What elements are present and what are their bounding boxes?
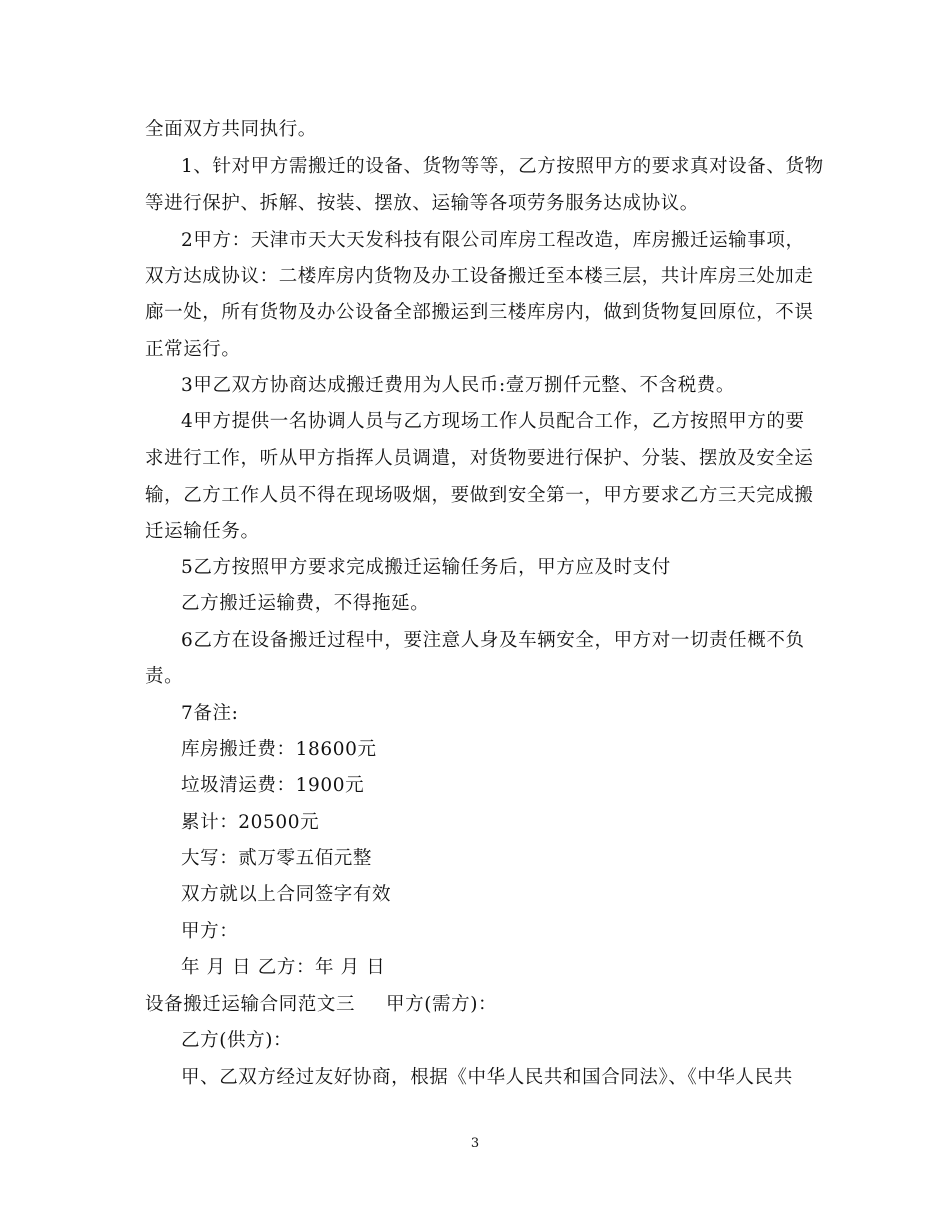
body-line: 甲、乙双方经过友好协商，根据《中华人民共和国合同法》、《中华人民共	[181, 1067, 793, 1088]
body-line: 全面双方共同执行。	[145, 119, 317, 140]
body-line: 大写：贰万零五佰元整	[181, 848, 373, 869]
body-line: 廊一处，所有货物及办公设备全部搬运到三楼库房内，做到货物复回原位，不误	[145, 302, 814, 323]
body-line: 3甲乙双方协商达成搬迁费用为人民币:壹万捌仟元整、不含税费。	[181, 375, 736, 396]
body-line: 正常运行。	[145, 339, 241, 360]
body-line: 乙方(供方)：	[181, 1030, 293, 1051]
body-line: 7备注:	[181, 703, 239, 724]
body-line: 甲方：	[181, 921, 239, 942]
body-line: 责。	[145, 666, 184, 687]
body-line: 年 月 日 乙方：年 月 日	[181, 957, 386, 978]
section-heading: 设备搬迁运输合同范文三	[145, 994, 356, 1015]
body-line: 1、针对甲方需搬迁的设备、货物等等，乙方按照甲方的要求真对设备、货物	[181, 156, 824, 177]
body-line: 库房搬迁费：18600元	[181, 739, 377, 760]
body-line: 求进行工作，听从甲方指挥人员调遣，对货物要进行保护、分装、摆放及安全运	[145, 448, 814, 469]
body-line: 双方就以上合同签字有效	[181, 884, 392, 905]
body-line: 5乙方按照甲方要求完成搬迁运输任务后，甲方应及时支付	[181, 557, 671, 578]
body-line: 甲方(需方)：	[386, 994, 498, 1015]
body-line: 乙方搬迁运输费，不得拖延。	[181, 593, 430, 614]
body-line: 6乙方在设备搬迁过程中，要注意人身及车辆安全，甲方对一切责任概不负	[181, 630, 805, 651]
page-number: 3	[470, 1136, 480, 1151]
body-line: 2甲方：天津市天大天发科技有限公司库房工程改造，库房搬迁运输事项，	[181, 230, 805, 251]
body-line: 双方达成协议：二楼库房内货物及办工设备搬迁至本楼三层，共计库房三处加走	[145, 266, 814, 287]
body-line: 4甲方提供一名协调人员与乙方现场工作人员配合工作，乙方按照甲方的要	[181, 411, 805, 432]
body-line: 垃圾清运费：1900元	[181, 775, 365, 796]
body-line: 迁运输任务。	[145, 521, 260, 542]
body-line: 等进行保护、拆解、按装、摆放、运输等各项劳务服务达成协议。	[145, 193, 699, 214]
body-line: 输，乙方工作人员不得在现场吸烟，要做到安全第一，甲方要求乙方三天完成搬	[145, 485, 814, 506]
body-line: 累计：20500元	[181, 812, 320, 833]
